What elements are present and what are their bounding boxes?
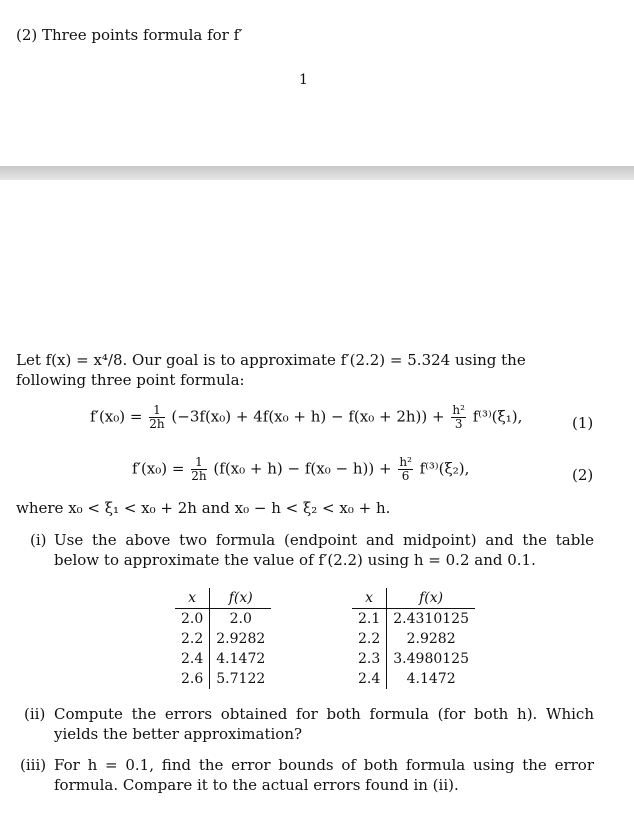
question-label-iii: (iii) <box>20 756 47 774</box>
table-row <box>175 609 271 630</box>
equation-1-body: (−3f(x₀) + 4f(x₀ + h) − f(x₀ + 2h)) + <box>171 407 445 426</box>
table-cell: 5.7122 <box>216 671 266 687</box>
equation-2-error-fraction <box>398 456 413 483</box>
table-cell: 2.9282 <box>406 631 456 647</box>
table-cell: 2.4310125 <box>393 611 469 627</box>
page-number: 1 <box>299 72 308 88</box>
equation-1-lhs: f′(x₀) = <box>90 407 143 426</box>
equation-2-body: (f(x₀ + h) − f(x₀ − h)) + <box>213 459 392 478</box>
table-cell: 2.2 <box>352 629 387 649</box>
equation-2-frac-num: 1 <box>191 456 206 470</box>
question-item-ii <box>16 704 596 748</box>
table-cell: 2.4 <box>175 649 210 669</box>
table-row <box>175 629 271 649</box>
table-row <box>352 649 475 669</box>
equation-2-err-num: h² <box>399 455 412 469</box>
equation-1 <box>90 404 522 431</box>
equation-2 <box>132 456 469 483</box>
table-cell: 2.0 <box>175 609 210 630</box>
table-cell: 4.1472 <box>216 651 266 667</box>
equation-2-err-den: 6 <box>401 469 410 483</box>
value-table-right <box>352 588 475 689</box>
equation-2-frac-den: 2h <box>191 469 207 483</box>
table-row <box>352 609 475 630</box>
question-item-iii <box>16 755 596 799</box>
equation-2-lhs: f′(x₀) = <box>132 459 185 478</box>
table-cell: 2.6 <box>175 669 210 689</box>
table-cell: 3.4980125 <box>393 651 469 667</box>
equation-2-number: (2) <box>572 466 594 484</box>
section-title: (2) Three points formula for f′ <box>16 26 243 44</box>
equation-2-fraction <box>191 456 206 483</box>
table-cell: 2.4 <box>352 669 387 689</box>
table-cell: 2.1 <box>352 609 387 630</box>
question-item-i <box>16 530 596 574</box>
table-cell: 2.0 <box>229 611 252 627</box>
equation-1-number: (1) <box>572 414 594 432</box>
question-label-ii: (ii) <box>24 705 46 723</box>
table-right-header-fx: f(x) <box>387 588 475 609</box>
table-cell: 4.1472 <box>406 671 456 687</box>
table-left-header-fx: f(x) <box>210 588 272 609</box>
table-cell: 2.9282 <box>216 631 266 647</box>
equation-1-fraction <box>149 404 164 431</box>
equation-1-err-num: h² <box>452 403 465 417</box>
table-row <box>175 669 271 689</box>
table-row <box>175 649 271 669</box>
table-right-header-x: x <box>352 588 387 609</box>
equation-1-error-tail: f⁽³⁾(ξ₁), <box>472 407 523 426</box>
question-label-i: (i) <box>30 531 47 549</box>
table-cell: 2.3 <box>352 649 387 669</box>
table-cell: 2.2 <box>175 629 210 649</box>
equation-2-error-tail: f⁽³⁾(ξ₂), <box>419 459 470 478</box>
value-table-left <box>175 588 271 689</box>
equation-1-error-fraction <box>451 404 466 431</box>
where-clause: where x₀ < ξ₁ < x₀ + 2h and x₀ − h < ξ₂ < x₀ + h. <box>16 499 391 517</box>
table-left-header-x: x <box>175 588 210 609</box>
question-text-iii: For h = 0.1, find the error bounds of both formula using the error formula. Compare it to the actual errors found in (ii). <box>54 756 594 794</box>
table-row <box>352 629 475 649</box>
page-divider <box>0 166 634 180</box>
intro-paragraph: Let f(x) = x⁴/8. Our goal is to approximate f′(2.2) = 5.324 using the following three point formula: <box>16 351 526 389</box>
table-row <box>352 669 475 689</box>
equation-1-frac-den: 2h <box>149 417 165 431</box>
equation-1-err-den: 3 <box>454 417 463 431</box>
question-text-ii: Compute the errors obtained for both formula (for both h). Which yields the better approximation? <box>54 705 594 743</box>
question-text-i: Use the above two formula (endpoint and midpoint) and the table below to approximate the value of f′(2.2) using h = 0.2 and 0.1. <box>54 531 594 569</box>
equation-1-frac-num: 1 <box>149 404 164 418</box>
